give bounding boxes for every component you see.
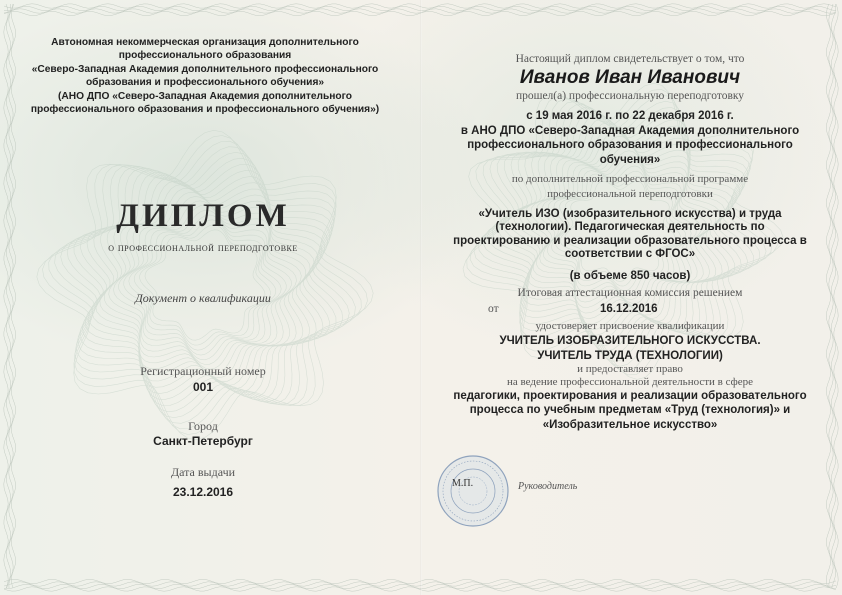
commission-decision: Итоговая аттестационная комиссия решением — [517, 287, 743, 299]
organization-name: Автономная некоммерческая организация дополнительного профессионального образования «Северо-Западная Академия дополнительного профессионального образования и профессионального обучения» (АНО ДПО «Северо-Западная Академия дополнительного профессионального образования и профессионального обучения») — [30, 37, 380, 116]
diploma-title: ДИПЛОМ — [116, 198, 290, 234]
issuing-organization: в АНО ДПО «Северо-Западная Академия дополнительного профессионального образования и профессионального обучения» — [460, 125, 800, 166]
certification-intro: Настоящий диплом свидетельствует о том, что — [515, 53, 745, 65]
qualification-confirms: удостоверяет присвоение квалификации — [535, 320, 725, 332]
decision-from-label: от — [488, 303, 499, 315]
registration-label: Регистрационный номер — [140, 364, 266, 378]
program-type-line1: по дополнительной профессиональной программе — [511, 173, 749, 185]
program-type-line2: профессиональной переподготовки — [547, 188, 713, 200]
gives-right-text: и предоставляет право — [577, 363, 683, 375]
signatory-label: Руководитель — [518, 481, 578, 492]
training-period: с 19 мая 2016 г. по 22 декабря 2016 г. — [526, 110, 734, 122]
document-type: Документ о квалификации — [135, 291, 271, 305]
qualification-title: УЧИТЕЛЬ ИЗОБРАЗИТЕЛЬНОГО ИСКУССТВА. УЧИТЕЛЬ ТРУДА (ТЕХНОЛОГИИ) — [499, 335, 761, 362]
activity-right-line1: на ведение профессиональной деятельности в сфере — [506, 376, 754, 388]
issue-date: 23.12.2016 — [172, 485, 234, 499]
decision-date: 16.12.2016 — [600, 303, 658, 315]
issue-date-label: Дата выдачи — [170, 465, 236, 479]
stamp-place-label: М.П. — [452, 478, 474, 489]
official-seal-icon — [436, 454, 510, 528]
diploma-subtitle: о профессиональной переподготовке — [108, 242, 298, 254]
page-fold — [420, 0, 422, 595]
holder-name: Иванов Иван Иванович — [519, 67, 741, 88]
completed-text: прошел(а) профессиональную переподготовку — [515, 90, 745, 102]
city-label: Город — [188, 419, 218, 433]
course-hours: (в объеме 850 часов) — [569, 270, 691, 282]
activity-right-scope: педагогики, проектирования и реализации образовательного процесса по учебным предметам «Труд (технология)» и «Изобразительное искусство» — [453, 390, 807, 431]
city-value: Санкт-Петербург — [153, 434, 253, 448]
registration-number: 001 — [192, 380, 214, 394]
course-title: «Учитель ИЗО (изобразительного искусства) и труда (технологии). Педагогическая деятельность по проектированию и реализации образовательного процесса в соответствии с ФГОС» — [453, 208, 807, 261]
